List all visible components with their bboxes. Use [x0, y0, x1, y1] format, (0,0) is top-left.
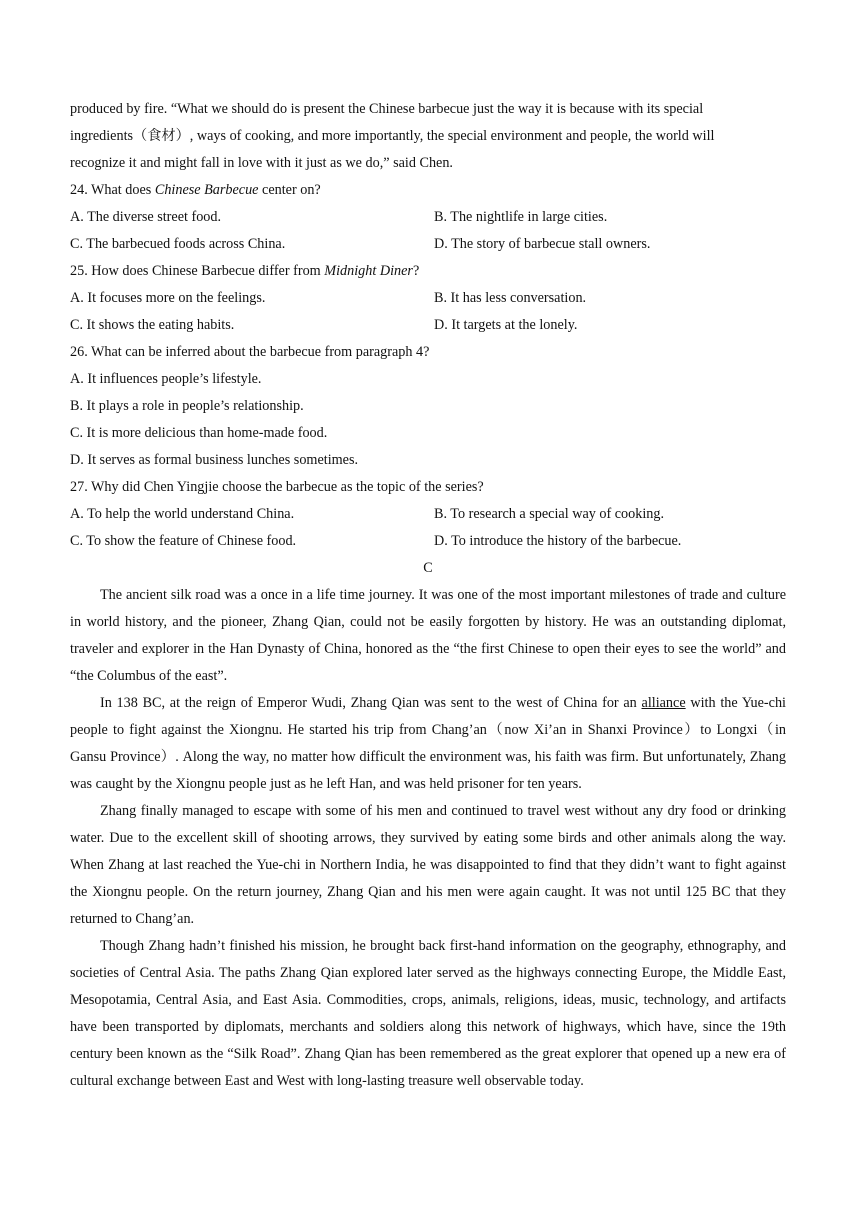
question-27: 27. Why did Chen Yingjie choose the barbecue as the topic of the series?: [70, 479, 484, 495]
question-text: center on?: [258, 182, 321, 198]
option-a: A. It influences people’s lifestyle.: [70, 371, 262, 387]
italic-title: Chinese Barbecue: [154, 182, 259, 198]
underlined-word: alliance: [641, 695, 686, 711]
options-row: [70, 285, 786, 312]
option-a: A. To help the world understand China.: [70, 506, 295, 522]
passage-paragraph-4: Though Zhang hadn’t finished his mission, he brought back first-hand information on the geography, ethnography, and societies of Central Asia. The paths Zhang Qian explored later served as the highways connecting Europe, the Middle East, Mesopotamia, Central Asia, and East Asia. Commodities, crops, animals, religions, ideas, music, technology, and artifacts have been transported by diplomats, merchants and soldiers along this network of highways, which have, since the 19th century been known as the “Silk Road”. Zhang Qian has been remembered as the great explorer that opened up a new era of cultural exchange between East and West with long-lasting treasure well observable today.: [70, 938, 786, 1089]
question-26: 26. What can be inferred about the barbecue from paragraph 4?: [70, 344, 430, 360]
option-b: B. The nightlife in large cities.: [434, 209, 608, 225]
options-row: [70, 204, 786, 231]
option-a: A. It focuses more on the feelings.: [70, 290, 266, 306]
option-c: C. To show the feature of Chinese food.: [70, 533, 297, 549]
option-c: C. It is more delicious than home-made food.: [70, 425, 328, 441]
paragraph-text: with the Yue-chi people to fight against the Xiongnu. He started his trip from Chang’an（now Xi’an in Shanxi Province）to Longxi（in Gansu Province）. Along the way, no matter how difficult the environment was, his faith was firm. But unfortunately, Zhang was caught by the Xiongnu people just as he left Han, and was held prisoner for ten years.: [70, 695, 786, 792]
paragraph-line: recognize it and might fall in love with it just as we do,” said Chen.: [70, 155, 453, 171]
passage-paragraph-1: The ancient silk road was a once in a life time journey. It was one of the most important milestones of trade and culture in world history, and the pioneer, Zhang Qian, could not be easily forgotten by history. He was an outstanding diplomat, traveler and explorer in the Han Dynasty of China, honored as the “the first Chinese to open their eyes to see the world” and “the Columbus of the east”.: [70, 587, 786, 684]
options-row: [70, 528, 786, 555]
option-b: B. It has less conversation.: [434, 290, 587, 306]
option-d: D. To introduce the history of the barbecue.: [434, 533, 682, 549]
paragraph-line: ingredients（食材）, ways of cooking, and more importantly, the special environment and people, the world will: [70, 128, 715, 144]
question-text: ?: [412, 263, 420, 279]
section-heading: C: [423, 560, 433, 576]
options-row: [70, 501, 786, 528]
top-paragraph: [70, 96, 786, 177]
question-text: 25. How does Chinese Barbecue differ from: [70, 263, 325, 279]
option-a: A. The diverse street food.: [70, 209, 222, 225]
paragraph-line: produced by fire. “What we should do is present the Chinese barbecue just the way it is because with its special: [70, 101, 704, 117]
question-24: [70, 177, 786, 204]
option-d: D. The story of barbecue stall owners.: [434, 236, 651, 252]
option-b: B. It plays a role in people’s relationship.: [70, 398, 304, 414]
option-b: B. To research a special way of cooking.: [434, 506, 664, 522]
option-c: C. It shows the eating habits.: [70, 317, 235, 333]
passage-c: [70, 582, 786, 1095]
italic-title: Midnight Diner: [324, 263, 413, 279]
option-d: D. It serves as formal business lunches sometimes.: [70, 452, 359, 468]
option-c: C. The barbecued foods across China.: [70, 236, 286, 252]
question-25: [70, 258, 786, 285]
options-row: [70, 312, 786, 339]
document-page: [70, 96, 786, 1095]
question-text: 24. What does: [70, 182, 155, 198]
option-d: D. It targets at the lonely.: [434, 317, 578, 333]
paragraph-text: In 138 BC, at the reign of Emperor Wudi, Zhang Qian was sent to the west of China for an: [100, 695, 642, 711]
options-row: [70, 231, 786, 258]
passage-paragraph-3: Zhang finally managed to escape with some of his men and continued to travel west without any dry food or drinking water. Due to the excellent skill of shooting arrows, they survived by eating some birds and other animals along the way. When Zhang at last reached the Yue-chi in Northern India, he was disappointed to find that they didn’t want to fight against the Xiongnu people. On the return journey, Zhang Qian and his men were again caught. It was not until 125 BC that they returned to Chang’an.: [70, 803, 786, 927]
passage-paragraph-2: [70, 690, 786, 798]
